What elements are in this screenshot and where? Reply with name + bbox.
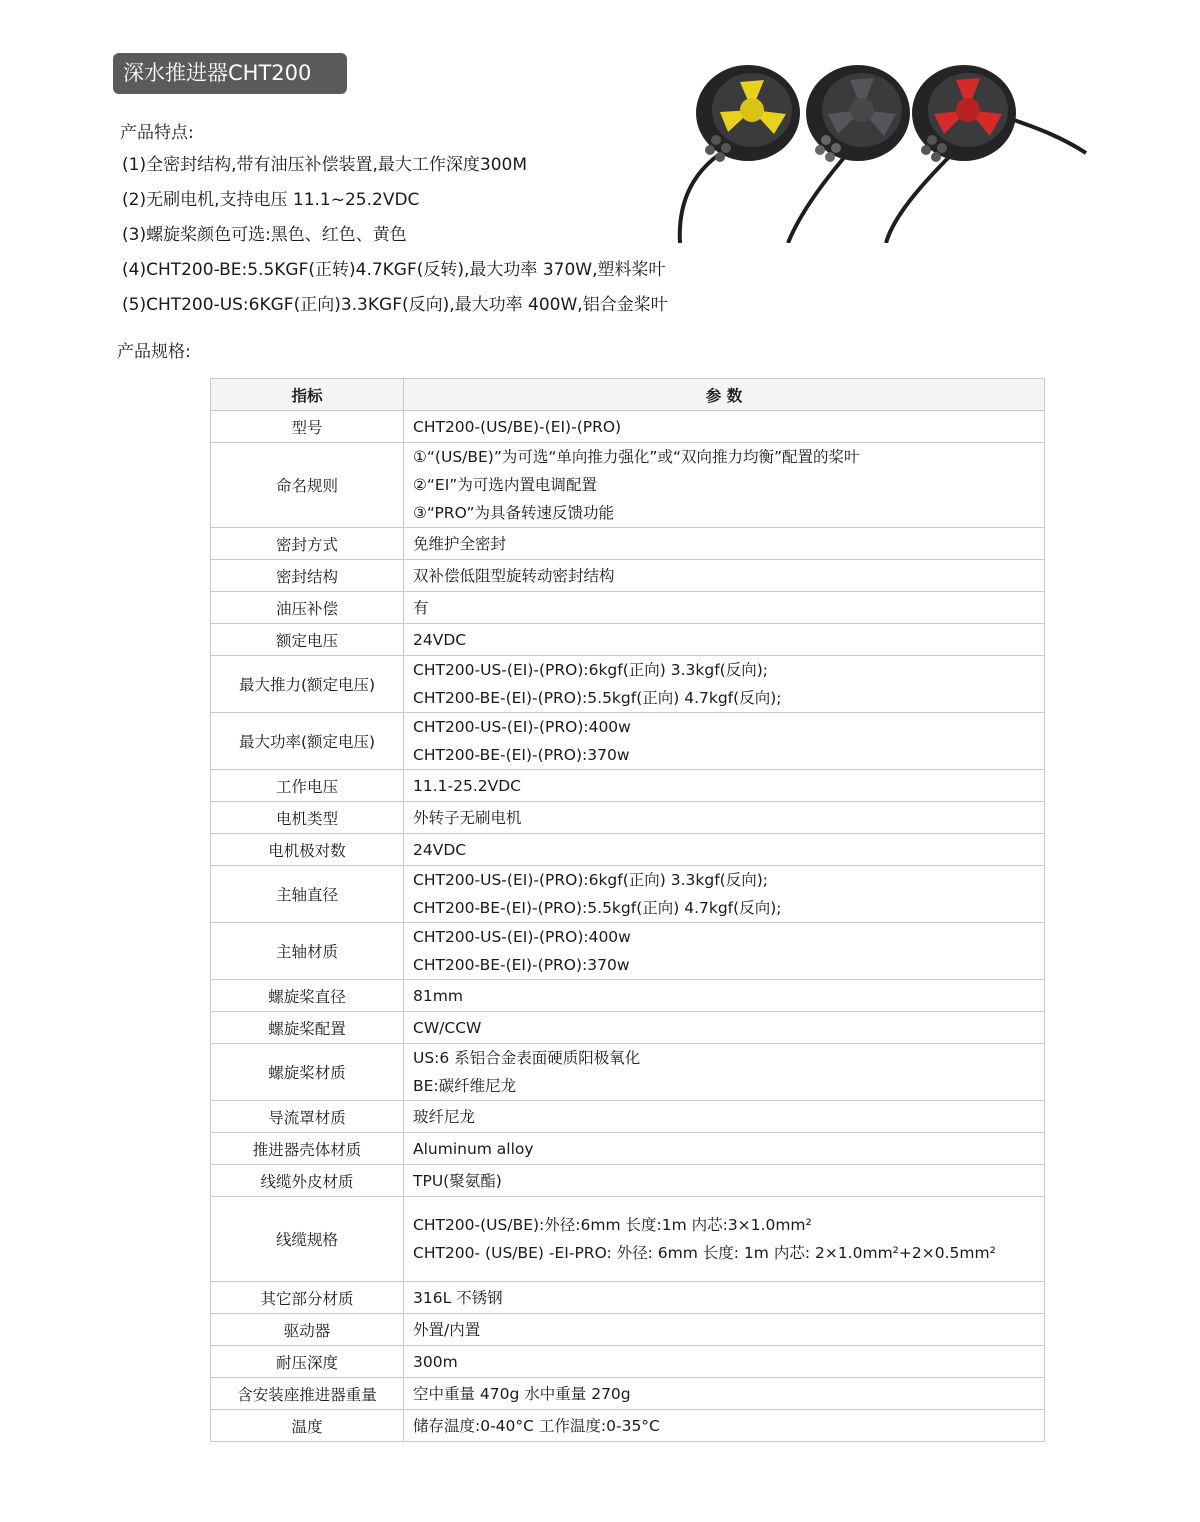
table-row xyxy=(211,834,1045,866)
table-row xyxy=(211,1044,1045,1101)
spec-value-line: US:6 系铝合金表面硬质阳极氧化 xyxy=(413,1049,641,1067)
spec-value-line: CW/CCW xyxy=(413,1018,482,1037)
spec-key: 电机类型 xyxy=(211,802,404,834)
spec-key: 工作电压 xyxy=(211,770,404,802)
spec-key: 其它部分材质 xyxy=(211,1282,404,1314)
spec-value-line: 玻纤尼龙 xyxy=(413,1107,476,1126)
feature-item: (4)CHT200-BE:5.5KGF(正转)4.7KGF(反转),最大功率 370W,塑料桨叶 xyxy=(122,260,666,280)
spec-value-line: 11.1-25.2VDC xyxy=(413,776,521,795)
table-row xyxy=(211,1101,1045,1133)
spec-value-line: 300m xyxy=(413,1352,458,1371)
spec-key: 驱动器 xyxy=(211,1314,404,1346)
thruster-product-photo xyxy=(668,58,1088,243)
spec-value-line: CHT200-BE-(EI)-(PRO):370w xyxy=(413,956,630,974)
table-row xyxy=(211,1378,1045,1410)
spec-value xyxy=(404,866,1045,923)
spec-key: 主轴直径 xyxy=(211,866,404,923)
spec-value-line: 24VDC xyxy=(413,630,467,649)
table-row xyxy=(211,713,1045,770)
table-row xyxy=(211,980,1045,1012)
spec-key: 耐压深度 xyxy=(211,1346,404,1378)
spec-value-line: 外转子无刷电机 xyxy=(413,808,522,827)
spec-value-line: ②“EI”为可选内置电调配置 xyxy=(413,476,597,494)
thruster-yellow xyxy=(696,65,800,162)
table-row xyxy=(211,560,1045,592)
features-heading: 产品特点: xyxy=(120,123,194,143)
spec-key: 最大功率(额定电压) xyxy=(211,713,404,770)
table-row xyxy=(211,802,1045,834)
spec-value xyxy=(404,1346,1045,1378)
table-row xyxy=(211,592,1045,624)
spec-value xyxy=(404,1133,1045,1165)
spec-value xyxy=(404,443,1045,528)
feature-item: (3)螺旋桨颜色可选:黑色、红色、黄色 xyxy=(122,225,407,245)
spec-key: 型号 xyxy=(211,411,404,443)
spec-value-line: 储存温度:0-40°C 工作温度:0-35°C xyxy=(413,1416,660,1435)
spec-value-line: 空中重量 470g 水中重量 270g xyxy=(413,1384,631,1403)
spec-value-line: CHT200-(US/BE):外径:6mm 长度:1m 内芯:3×1.0mm² xyxy=(413,1216,812,1234)
spec-value-line: 免维护全密封 xyxy=(413,534,507,553)
spec-key: 螺旋桨配置 xyxy=(211,1012,404,1044)
table-row xyxy=(211,1197,1045,1282)
thruster-red xyxy=(912,65,1016,162)
feature-item: (2)无刷电机,支持电压 11.1~25.2VDC xyxy=(122,190,420,210)
spec-value-line: Aluminum alloy xyxy=(413,1139,534,1158)
table-row xyxy=(211,866,1045,923)
spec-value xyxy=(404,980,1045,1012)
spec-value-line: CHT200-(US/BE)-(EI)-(PRO) xyxy=(413,417,622,436)
spec-key: 主轴材质 xyxy=(211,923,404,980)
column-header-indicator: 指标 xyxy=(211,379,404,411)
spec-key: 密封方式 xyxy=(211,528,404,560)
spec-value-line: CHT200-BE-(EI)-(PRO):5.5kgf(正向) 4.7kgf(反向); xyxy=(413,899,782,917)
spec-value-line: CHT200-US-(EI)-(PRO):6kgf(正向) 3.3kgf(反向); xyxy=(413,871,768,889)
spec-value-line: CHT200-US-(EI)-(PRO):6kgf(正向) 3.3kgf(反向); xyxy=(413,661,768,679)
table-row xyxy=(211,770,1045,802)
spec-value xyxy=(404,1378,1045,1410)
table-row xyxy=(211,1346,1045,1378)
spec-value-line: CHT200-US-(EI)-(PRO):400w xyxy=(413,718,631,736)
spec-key: 电机极对数 xyxy=(211,834,404,866)
spec-key: 最大推力(额定电压) xyxy=(211,656,404,713)
spec-value-line: ①“(US/BE)”为可选“单向推力强化”或“双向推力均衡”配置的桨叶 xyxy=(413,448,860,466)
table-row xyxy=(211,528,1045,560)
spec-value xyxy=(404,923,1045,980)
page-title: 深水推进器CHT200 xyxy=(113,53,347,94)
spec-value-line: 有 xyxy=(413,598,429,617)
spec-key: 推进器壳体材质 xyxy=(211,1133,404,1165)
spec-value-line: BE:碳纤维尼龙 xyxy=(413,1077,517,1095)
spec-value-line: 外置/内置 xyxy=(413,1320,481,1339)
spec-key: 线缆规格 xyxy=(211,1197,404,1282)
spec-value-line: CHT200- (US/BE) -EI-PRO: 外径: 6mm 长度: 1m 内芯: 2×1.0mm²+2×0.5mm² xyxy=(413,1244,996,1262)
table-row xyxy=(211,1165,1045,1197)
spec-value xyxy=(404,802,1045,834)
table-row xyxy=(211,624,1045,656)
spec-value xyxy=(404,656,1045,713)
spec-value-line: TPU(聚氨酯) xyxy=(413,1171,502,1190)
spec-value xyxy=(404,834,1045,866)
table-header-row xyxy=(211,379,1045,411)
spec-value-line: 24VDC xyxy=(413,840,467,859)
spec-value xyxy=(404,1410,1045,1442)
thruster-black xyxy=(806,65,910,162)
spec-value-line: 81mm xyxy=(413,986,463,1005)
table-row xyxy=(211,1282,1045,1314)
spec-value xyxy=(404,713,1045,770)
spec-key: 温度 xyxy=(211,1410,404,1442)
table-row xyxy=(211,1012,1045,1044)
table-row xyxy=(211,1410,1045,1442)
spec-key: 额定电压 xyxy=(211,624,404,656)
spec-key: 油压补偿 xyxy=(211,592,404,624)
spec-value-line: 双补偿低阻型旋转动密封结构 xyxy=(413,566,615,585)
table-row xyxy=(211,1133,1045,1165)
spec-value-line: 316L 不锈钢 xyxy=(413,1288,503,1307)
table-row xyxy=(211,923,1045,980)
spec-value-line: CHT200-BE-(EI)-(PRO):5.5kgf(正向) 4.7kgf(反向); xyxy=(413,689,782,707)
spec-value xyxy=(404,1165,1045,1197)
table-row xyxy=(211,1314,1045,1346)
spec-value xyxy=(404,1197,1045,1282)
column-header-parameter: 参 数 xyxy=(404,379,1045,411)
table-row xyxy=(211,443,1045,528)
spec-value-line: CHT200-US-(EI)-(PRO):400w xyxy=(413,928,631,946)
spec-value xyxy=(404,592,1045,624)
spec-value-line: CHT200-BE-(EI)-(PRO):370w xyxy=(413,746,630,764)
spec-key: 密封结构 xyxy=(211,560,404,592)
table-row xyxy=(211,411,1045,443)
spec-table xyxy=(210,378,1045,1442)
spec-key: 线缆外皮材质 xyxy=(211,1165,404,1197)
spec-value xyxy=(404,1282,1045,1314)
spec-value xyxy=(404,411,1045,443)
feature-item: (1)全密封结构,带有油压补偿装置,最大工作深度300M xyxy=(122,155,528,175)
spec-value xyxy=(404,1044,1045,1101)
spec-value xyxy=(404,528,1045,560)
feature-list xyxy=(122,152,668,327)
spec-value xyxy=(404,1314,1045,1346)
table-row xyxy=(211,656,1045,713)
spec-value-line: ③“PRO”为具备转速反馈功能 xyxy=(413,504,615,522)
spec-key: 螺旋桨材质 xyxy=(211,1044,404,1101)
specs-heading: 产品规格: xyxy=(117,342,191,362)
spec-key: 命名规则 xyxy=(211,443,404,528)
spec-key: 螺旋桨直径 xyxy=(211,980,404,1012)
spec-value xyxy=(404,624,1045,656)
spec-value xyxy=(404,770,1045,802)
spec-key: 含安装座推进器重量 xyxy=(211,1378,404,1410)
spec-key: 导流罩材质 xyxy=(211,1101,404,1133)
spec-value xyxy=(404,1101,1045,1133)
feature-item: (5)CHT200-US:6KGF(正向)3.3KGF(反向),最大功率 400W,铝合金桨叶 xyxy=(122,295,668,315)
spec-value xyxy=(404,1012,1045,1044)
spec-value xyxy=(404,560,1045,592)
